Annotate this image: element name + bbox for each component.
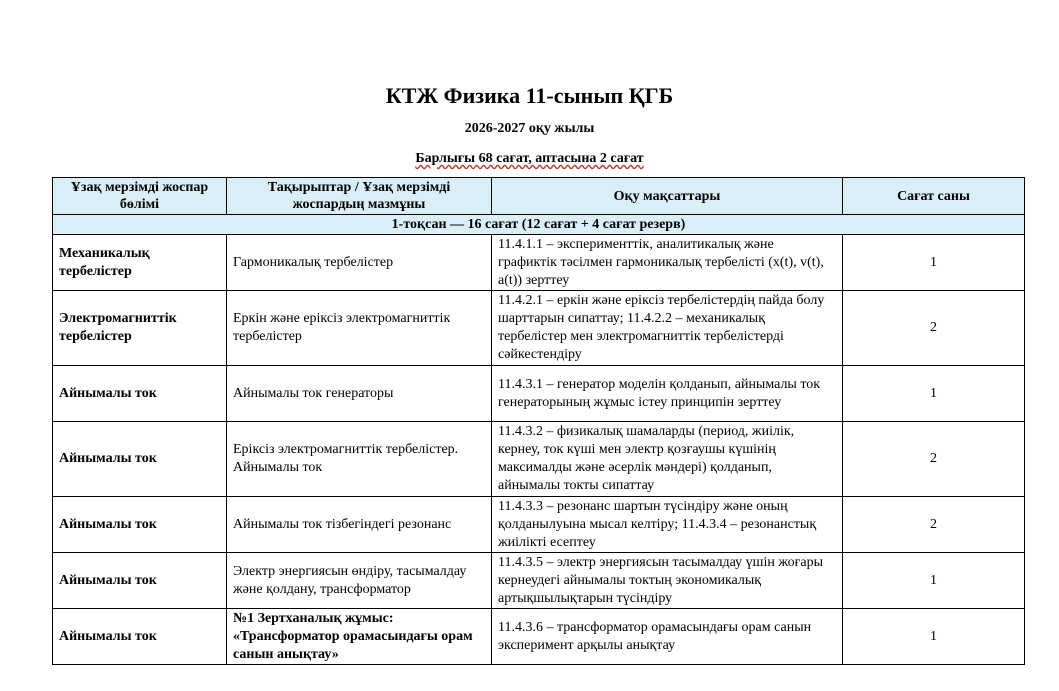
plan-table — [52, 177, 1025, 665]
row-topic: Гармоникалық тербелістер — [227, 235, 492, 291]
row-section: Айнымалы ток — [53, 553, 227, 609]
table-row — [53, 553, 1025, 609]
table-row — [53, 235, 1025, 291]
row-topic: №1 Зертханалық жұмыс: «Трансформатор орамасындағы орам санын анықтау» — [227, 609, 492, 665]
row-objectives: 11.4.2.1 – еркін және еріксіз тербелістердің пайда болу шарттарын сипаттау; 11.4.2.2 – механикалық тербелістер мен электромагниттік тербелістерді сәйкестендіру — [492, 291, 843, 366]
row-topic: Айнымалы ток тізбегіндегі резонанс — [227, 497, 492, 553]
row-topic: Электр энергиясын өндіру, тасымалдау және қолдану, трансформатор — [227, 553, 492, 609]
quarter-label: 1-тоқсан — 16 сағат (12 сағат + 4 сағат резерв) — [53, 215, 1025, 235]
table-row — [53, 422, 1025, 497]
row-objectives: 11.4.3.6 – трансформатор орамасындағы орам санын эксперимент арқылы анықтау — [492, 609, 843, 665]
row-hours: 2 — [843, 422, 1025, 497]
row-hours: 2 — [843, 497, 1025, 553]
header-hours: Сағат саны — [843, 178, 1025, 215]
row-section: Айнымалы ток — [53, 497, 227, 553]
row-section: Айнымалы ток — [53, 366, 227, 422]
table-row — [53, 291, 1025, 366]
row-topic: Еркін және еріксіз электромагниттік тербелістер — [227, 291, 492, 366]
row-hours: 1 — [843, 366, 1025, 422]
table-row — [53, 366, 1025, 422]
row-hours: 1 — [843, 609, 1025, 665]
row-objectives: 11.4.1.1 – эксперименттік, аналитикалық және графиктік тәсілмен гармоникалық тербелісті (x(t), v(t), a(t)) зерттеу — [492, 235, 843, 291]
row-section: Электромагниттік тербелістер — [53, 291, 227, 366]
row-topic: Еріксіз электромагниттік тербелістер. Айнымалы ток — [227, 422, 492, 497]
total-hours-text: Барлығы 68 сағат, аптасына 2 сағат — [415, 151, 644, 166]
document-title: КТЖ Физика 11-сынып ҚГБ — [385, 83, 674, 108]
quarter-row — [53, 215, 1025, 235]
row-objectives: 11.4.3.1 – генератор моделін қолданып, айнымалы ток генераторының жұмыс істеу принципін зерттеу — [492, 366, 843, 422]
table-header-row — [53, 178, 1025, 215]
total-hours — [0, 150, 1059, 168]
row-hours: 1 — [843, 235, 1025, 291]
row-objectives: 11.4.3.5 – электр энергиясын тасымалдау үшін жоғары кернеудегі айнымалы токтың экономикалық артықшылықтарын түсіндіру — [492, 553, 843, 609]
table-row — [53, 497, 1025, 553]
header-topic: Тақырыптар / Ұзақ мерзімді жоспардың мазмұны — [227, 178, 492, 215]
row-objectives: 11.4.3.3 – резонанс шартын түсіндіру және оның қолданылуына мысал келтіру; 11.4.3.4 – резонанстық жиілікті есептеу — [492, 497, 843, 553]
row-section: Айнымалы ток — [53, 609, 227, 665]
header-section: Ұзақ мерзімді жоспар бөлімі — [53, 178, 227, 215]
row-section: Механикалық тербелістер — [53, 235, 227, 291]
row-hours: 2 — [843, 291, 1025, 366]
row-topic: Айнымалы ток генераторы — [227, 366, 492, 422]
academic-year: 2026-2027 оқу жылы — [464, 121, 595, 136]
table-row — [53, 609, 1025, 665]
header-objectives: Оқу мақсаттары — [492, 178, 843, 215]
row-hours: 1 — [843, 553, 1025, 609]
row-section: Айнымалы ток — [53, 422, 227, 497]
row-objectives: 11.4.3.2 – физикалық шамаларды (период, жиілік, кернеу, ток күші мен электр қозғаушы күшінің максималды және әсерлік мәндері) қолданып, айнымалы токты сипаттау — [492, 422, 843, 497]
